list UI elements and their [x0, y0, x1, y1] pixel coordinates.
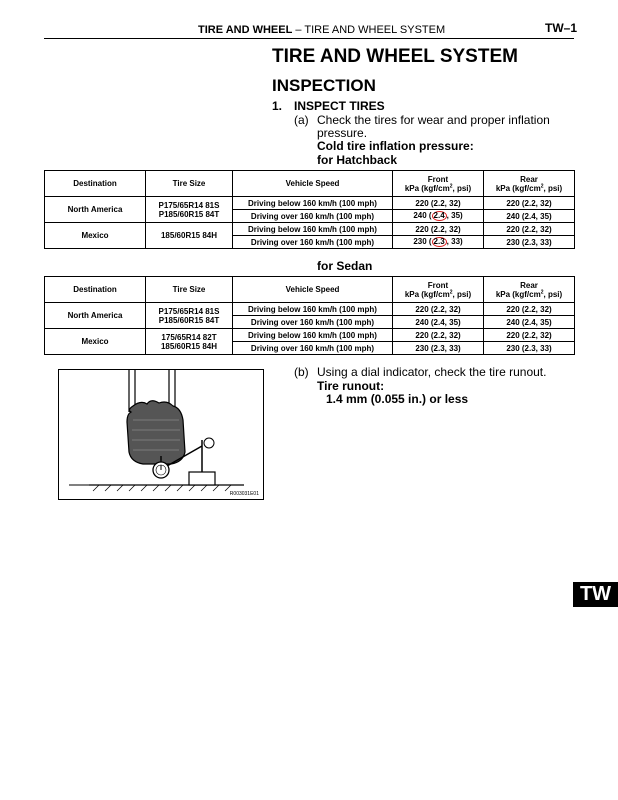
table-row [45, 303, 575, 316]
red-circle-annotation: 2.4 [433, 211, 445, 220]
tire-size-cell: 175/65R14 82T 185/60R15 84H [146, 329, 233, 355]
front-cell: 220 (2.2, 32) [393, 223, 484, 236]
header-separator: – [295, 24, 302, 36]
tire-runout-illustration [58, 369, 264, 500]
col-vehicle-speed: Vehicle Speed [233, 277, 393, 303]
runout-spec-title: Tire runout: [317, 379, 385, 393]
speed-cell: Driving over 160 km/h (100 mph) [233, 316, 393, 329]
front-cell: 230 ( 2.3 , 33) [393, 236, 484, 249]
figure-code: R003031E01 [229, 491, 259, 497]
step-1-number: 1. [272, 99, 283, 113]
rear-cell: 240 (2.4, 35) [484, 210, 575, 223]
col-front-unit: kPa ($kgf/cm^2$, psi) [404, 288, 472, 299]
step-a [294, 114, 554, 140]
col-rear-label: Rear [520, 174, 538, 184]
table-row [45, 197, 575, 210]
tire-dial-indicator-drawing [59, 370, 263, 499]
speed-cell: Driving below 160 km/h (100 mph) [233, 329, 393, 342]
destination-cell: North America [45, 197, 146, 223]
red-circle-annotation: 2.3 [433, 237, 445, 246]
sedan-title: for Sedan [317, 259, 373, 273]
table-header-row [45, 277, 575, 303]
sedan-pressure-table [44, 276, 575, 355]
speed-cell: Driving below 160 km/h (100 mph) [233, 223, 393, 236]
front-cell: 240 ( 2.4 , 35) [393, 210, 484, 223]
step-a-text: Check the tires for wear and proper inflation pressure. [317, 113, 550, 140]
header-category: TIRE AND WHEEL [198, 24, 293, 36]
front-cell: 220 (2.2, 32) [393, 197, 484, 210]
col-rear-label: Rear [520, 280, 538, 290]
rear-cell: 240 (2.4, 35) [484, 316, 575, 329]
rear-cell: 220 (2.2, 32) [484, 329, 575, 342]
table-row [45, 223, 575, 236]
hatchback-pressure-table [44, 170, 575, 249]
rear-cell: 230 (2.3, 33) [484, 342, 575, 355]
table-header-row [45, 171, 575, 197]
rear-cell: 230 (2.3, 33) [484, 236, 575, 249]
runout-spec-value: 1.4 mm (0.055 in.) or less [326, 392, 469, 406]
step-b-text: Using a dial indicator, check the tire runout. [317, 365, 547, 379]
front-cell: 220 (2.2, 32) [393, 303, 484, 316]
speed-cell: Driving over 160 km/h (100 mph) [233, 236, 393, 249]
step-a-label: (a) [294, 113, 309, 127]
header-rule [44, 38, 574, 39]
col-rear-unit: kPa ($kgf/cm^2$, psi) [495, 288, 563, 299]
page-title: TIRE AND WHEEL SYSTEM [272, 46, 518, 67]
col-rear [484, 277, 575, 303]
front-cell: 240 (2.4, 35) [393, 316, 484, 329]
col-front-label: Front [427, 174, 449, 184]
tire-size-cell: P175/65R14 81S P185/60R15 84T [146, 197, 233, 223]
col-destination: Destination [45, 171, 146, 197]
rear-cell: 220 (2.2, 32) [484, 223, 575, 236]
section-tab: TW [573, 582, 618, 607]
front-cell: 230 (2.3, 33) [393, 342, 484, 355]
col-front [393, 277, 484, 303]
col-front [393, 171, 484, 197]
running-header [198, 24, 445, 36]
rear-cell: 220 (2.2, 32) [484, 197, 575, 210]
speed-cell: Driving below 160 km/h (100 mph) [233, 303, 393, 316]
col-vehicle-speed: Vehicle Speed [233, 171, 393, 197]
step-1-label: INSPECT TIRES [294, 99, 385, 113]
col-front-label: Front [427, 280, 449, 290]
destination-cell: Mexico [45, 223, 146, 249]
step-1 [272, 99, 385, 113]
tire-size-cell: P175/65R14 81S P185/60R15 84T [146, 303, 233, 329]
col-tire-size: Tire Size [146, 171, 233, 197]
speed-cell: Driving over 160 km/h (100 mph) [233, 342, 393, 355]
destination-cell: Mexico [45, 329, 146, 355]
step-b [294, 365, 546, 379]
page-id: TW–1 [545, 21, 578, 35]
front-cell: 220 (2.2, 32) [393, 329, 484, 342]
destination-cell: North America [45, 303, 146, 329]
col-destination: Destination [45, 277, 146, 303]
speed-cell: Driving below 160 km/h (100 mph) [233, 197, 393, 210]
hatchback-title: for Hatchback [317, 153, 398, 167]
col-rear-unit: kPa ($kgf/cm^2$, psi) [495, 182, 563, 193]
tire-size-cell: 185/60R15 84H [146, 223, 233, 249]
inflation-spec-title: Cold tire inflation pressure: [317, 139, 474, 153]
header-subject: TIRE AND WHEEL SYSTEM [304, 24, 446, 36]
speed-cell: Driving over 160 km/h (100 mph) [233, 210, 393, 223]
section-title: INSPECTION [272, 76, 376, 95]
table-row [45, 329, 575, 342]
col-front-unit: kPa ($kgf/cm^2$, psi) [404, 182, 472, 193]
col-tire-size: Tire Size [146, 277, 233, 303]
rear-cell: 220 (2.2, 32) [484, 303, 575, 316]
step-b-label: (b) [294, 365, 309, 379]
col-rear [484, 171, 575, 197]
